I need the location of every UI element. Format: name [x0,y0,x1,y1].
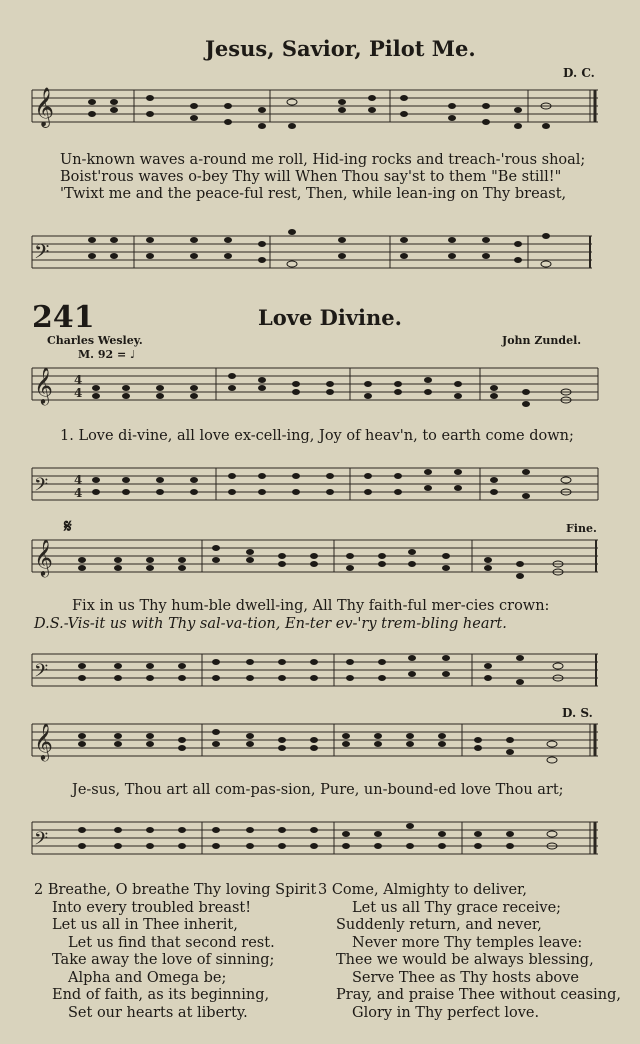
svg-text:𝄢: 𝄢 [34,475,49,500]
staff-bass [0,212,640,282]
staff-treble [0,80,640,150]
verse-line: Pray, and praise Thee without ceasing, [336,987,621,1003]
staff-bass [0,638,640,698]
svg-text:4: 4 [74,486,83,500]
svg-text:𝄢: 𝄢 [34,661,49,686]
verse-line: Into every troubled breast! [52,899,252,916]
verse-2 [34,882,316,1022]
svg-text:4: 4 [74,473,83,487]
verse-line: Take away the love of sinning; [52,952,275,968]
lyric-line-2: Boist'rous waves o-bey Thy will When Thou say'st to them "Be still!" [60,169,562,185]
author-credit: Charles Wesley. [47,334,143,347]
staff-treble [0,716,640,776]
hymn-number: 241 [32,300,95,335]
verse-line: Never more Thy temples leave: [352,934,583,951]
lyric-line-2a: Fix in us Thy hum-ble dwell-ing, All Thy faith-ful mer-cies crown: [72,598,550,614]
verse-line: 2 Breathe, O breathe Thy loving Spirit [34,882,317,898]
da-capo-mark: D. C. [563,66,595,80]
verse-line: Let us find that second rest. [68,934,275,951]
verse-line: End of faith, as its beginning, [52,987,270,1003]
verse-line: Let us all in Thee inherit, [52,917,238,933]
tempo-mark: M. 92 = ♩ [78,348,136,361]
quarter-note-icon: ♩ [130,348,136,361]
lyric-line-1: Un-known waves a-round me roll, Hid-ing rocks and treach-'rous shoal; [60,152,586,168]
lyric-line-3: 'Twixt me and the peace-ful rest, Then, while lean-ing on Thy breast, [60,186,567,202]
verse-3 [318,882,621,1022]
verse-line: Suddenly return, and never, [336,917,542,933]
verse-line: Alpha and Omega be; [68,969,227,986]
svg-text:𝄢: 𝄢 [34,829,49,854]
svg-text:𝄞: 𝄞 [34,538,53,576]
svg-text:𝄞: 𝄞 [34,366,53,404]
lyric-line-1: 1. Love di-vine, all love ex-cell-ing, Joy of heav'n, to earth come down; [60,428,574,444]
hymn-title: Love Divine. [258,305,402,330]
staff-bass [0,806,640,866]
verse-line: Glory in Thy perfect love. [352,1004,540,1021]
verse-line: Serve Thee as Thy hosts above [352,969,579,986]
verse-line: 3 Come, Almighty to deliver, [318,882,527,898]
staff-treble [0,532,640,592]
svg-text:𝄞: 𝄞 [34,722,53,760]
svg-text:𝄞: 𝄞 [34,87,55,127]
lyric-line-3: Je-sus, Thou art all com-pas-sion, Pure, un-bound-ed love Thou art; [72,782,564,798]
verse-line: Set our hearts at liberty. [68,1004,248,1021]
svg-text:4: 4 [74,373,83,387]
dal-segno-mark: D. S. [562,706,593,720]
fine-mark: Fine. [566,522,597,535]
verse-line: Let us all Thy grace receive; [352,899,562,916]
svg-text:𝄢: 𝄢 [34,240,50,268]
verse-line: Thee we would be always blessing, [336,952,594,968]
staff-bass [0,452,640,512]
segno-icon: 𝄋 [64,516,72,537]
composer-credit: John Zundel. [502,334,582,347]
song-title: Jesus, Savior, Pilot Me. [205,36,476,61]
lyric-line-2b: D.S.-Vis-it us with Thy sal-va-tion, En-ter ev-'ry trem-bling heart. [34,616,507,632]
svg-text:4: 4 [74,386,83,400]
staff-treble [0,360,640,420]
